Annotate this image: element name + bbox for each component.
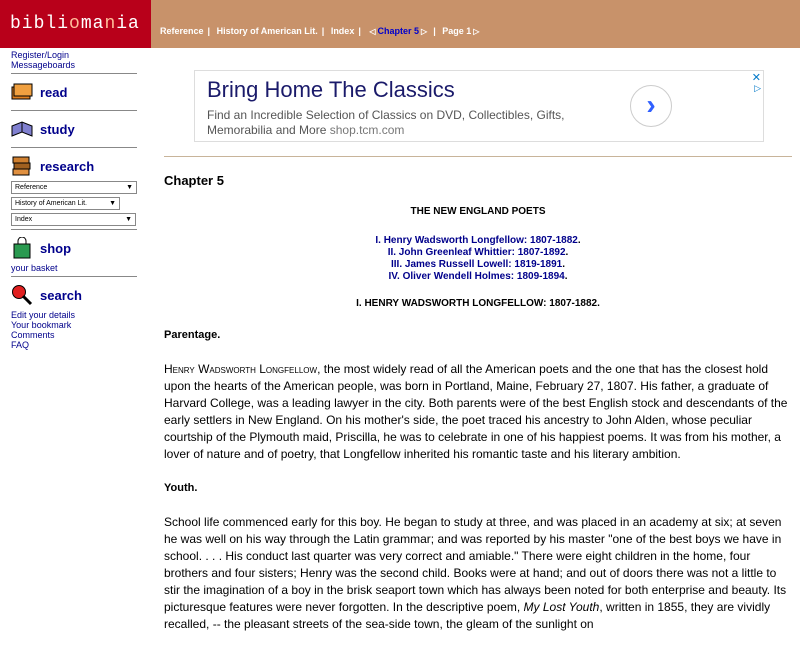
logo[interactable]: bibliomania bbox=[0, 0, 151, 48]
toc-link[interactable]: I. Henry Wadsworth Longfellow: 1807-1882 bbox=[375, 235, 578, 246]
chevron-down-icon: ▼ bbox=[126, 184, 133, 191]
bookmark-link[interactable]: Your bookmark bbox=[11, 320, 72, 330]
toc-link[interactable]: III. James Russell Lowell: 1819-1891 bbox=[391, 259, 563, 270]
open-book-icon bbox=[11, 118, 33, 140]
paragraph: Henry Wadsworth Longfellow, the most widely read of all the American poets and the one that has the closest hold upon the hearts of the American people, was born in Portland, Maine, February 27, 1807. His father, a graduate of Harvard College, was a leading lawyer in the city. Both parents were of the best English stock and descendants of the early settlers in New England. On his mother's side, the poet traced his ancestry to John Alden, whose peculiar courtship of the Plymouth maid, Priscilla, he was to celebrate in one of his happiest poems. It was from his mother, a lover of nature and of poetry, that Longfellow inherited his romantic taste and his literary ambition. bbox=[164, 362, 788, 461]
chevron-left-icon[interactable]: ◁ bbox=[369, 27, 376, 36]
ad-description: Find an Incredible Selection of Classics on DVD, Collectibles, Gifts, Memorabilia and More shop.tcm.com bbox=[207, 108, 565, 137]
sidebar-item-study[interactable]: study bbox=[11, 116, 137, 144]
shopping-bag-icon bbox=[11, 237, 33, 259]
page-heading: THE NEW ENGLAND POETS bbox=[410, 206, 546, 217]
toc-link[interactable]: IV. Oliver Wendell Holmes: 1809-1894 bbox=[388, 271, 565, 282]
nav-chapter[interactable]: Chapter 5 bbox=[377, 26, 420, 36]
divider bbox=[11, 73, 137, 74]
table-of-contents: I. Henry Wadsworth Longfellow: 1807-1882. II. John Greenleaf Whittier: 1807-1892. III. James Russell Lowell: 1819-1891. IV. Oliver Wendell Holmes: 1809-1894. bbox=[375, 235, 581, 282]
main-content bbox=[164, 172, 792, 650]
nav-page[interactable]: Page 1 bbox=[442, 26, 472, 36]
sidebar-item-search[interactable]: search bbox=[11, 282, 137, 310]
divider bbox=[11, 147, 137, 148]
chevron-down-icon: ▼ bbox=[109, 200, 116, 207]
chevron-right-icon[interactable]: ▷ bbox=[473, 27, 480, 36]
sidebar-item-shop[interactable]: shop bbox=[11, 235, 137, 263]
paragraph: School life commenced early for this boy. He began to study at three, and was placed in an academy at six; at seven he was well on his way through the Latin grammar; and was reported by his master "one of the best boys we have in school. . . . His conduct last quarter was very correct and amiable." There were eight children in the home, four brothers and four sisters; Henry was the second child. Books were at hand; and out of doors there was not a little to stir the imagination of a boy in the brisk seaport town which has always been noted for both enterprise and beauty. Its picturesque features were never forgotten. In the descriptive poem, My Lost Youth, written in 1855, they are vividly recalled, -- the pleasant streets of the sea-side town, the gleam of the sunlight on bbox=[164, 515, 787, 631]
toc-link[interactable]: II. John Greenleaf Whittier: 1807-1892 bbox=[387, 247, 566, 258]
nav-index[interactable]: Index bbox=[330, 26, 355, 36]
chevron-right-icon[interactable]: ▷ bbox=[421, 27, 428, 36]
top-bar bbox=[0, 0, 800, 48]
subsection-parentage: Parentage. bbox=[164, 329, 221, 341]
sidebar-item-read[interactable]: read bbox=[11, 79, 137, 107]
index-select[interactable]: Index ▼ bbox=[11, 213, 136, 226]
ad-info-icon[interactable]: ▷ bbox=[754, 83, 761, 93]
history-select[interactable]: History of American Lit. ▼ bbox=[11, 197, 120, 210]
chapter-title: Chapter 5 bbox=[164, 173, 224, 188]
nav-reference[interactable]: Reference bbox=[160, 26, 204, 36]
sidebar-item-research[interactable]: research bbox=[11, 153, 137, 181]
divider bbox=[11, 229, 137, 230]
close-icon[interactable]: ✕ bbox=[751, 72, 761, 84]
faq-link[interactable]: FAQ bbox=[11, 340, 30, 350]
ad-title[interactable]: Bring Home The Classics bbox=[207, 77, 455, 102]
breadcrumb: Reference | History of American Lit. | Index | ◁ Chapter 5 ▷ | Page 1 ▷ bbox=[160, 26, 480, 36]
nav-history[interactable]: History of American Lit. bbox=[216, 26, 318, 36]
advertisement[interactable] bbox=[194, 70, 764, 142]
divider bbox=[11, 276, 137, 277]
divider bbox=[11, 110, 137, 111]
subsection-youth: Youth. bbox=[164, 482, 198, 494]
sidebar bbox=[11, 50, 137, 350]
your-basket-link[interactable]: your basket bbox=[11, 263, 58, 273]
register-login-link[interactable]: Register/Login bbox=[11, 50, 70, 60]
comments-link[interactable]: Comments bbox=[11, 330, 55, 340]
section-heading: I. HENRY WADSWORTH LONGFELLOW: 1807-1882. bbox=[356, 298, 600, 309]
edit-details-link[interactable]: Edit your details bbox=[11, 310, 76, 320]
book-icon bbox=[11, 81, 33, 103]
messageboards-link[interactable]: Messageboards bbox=[11, 60, 76, 70]
reference-select[interactable]: Reference ▼ bbox=[11, 181, 137, 194]
chevron-down-icon: ▼ bbox=[125, 216, 132, 223]
magnifier-icon bbox=[11, 284, 33, 306]
books-icon bbox=[11, 155, 33, 177]
divider bbox=[164, 156, 792, 157]
arrow-right-icon[interactable]: › bbox=[630, 85, 672, 127]
